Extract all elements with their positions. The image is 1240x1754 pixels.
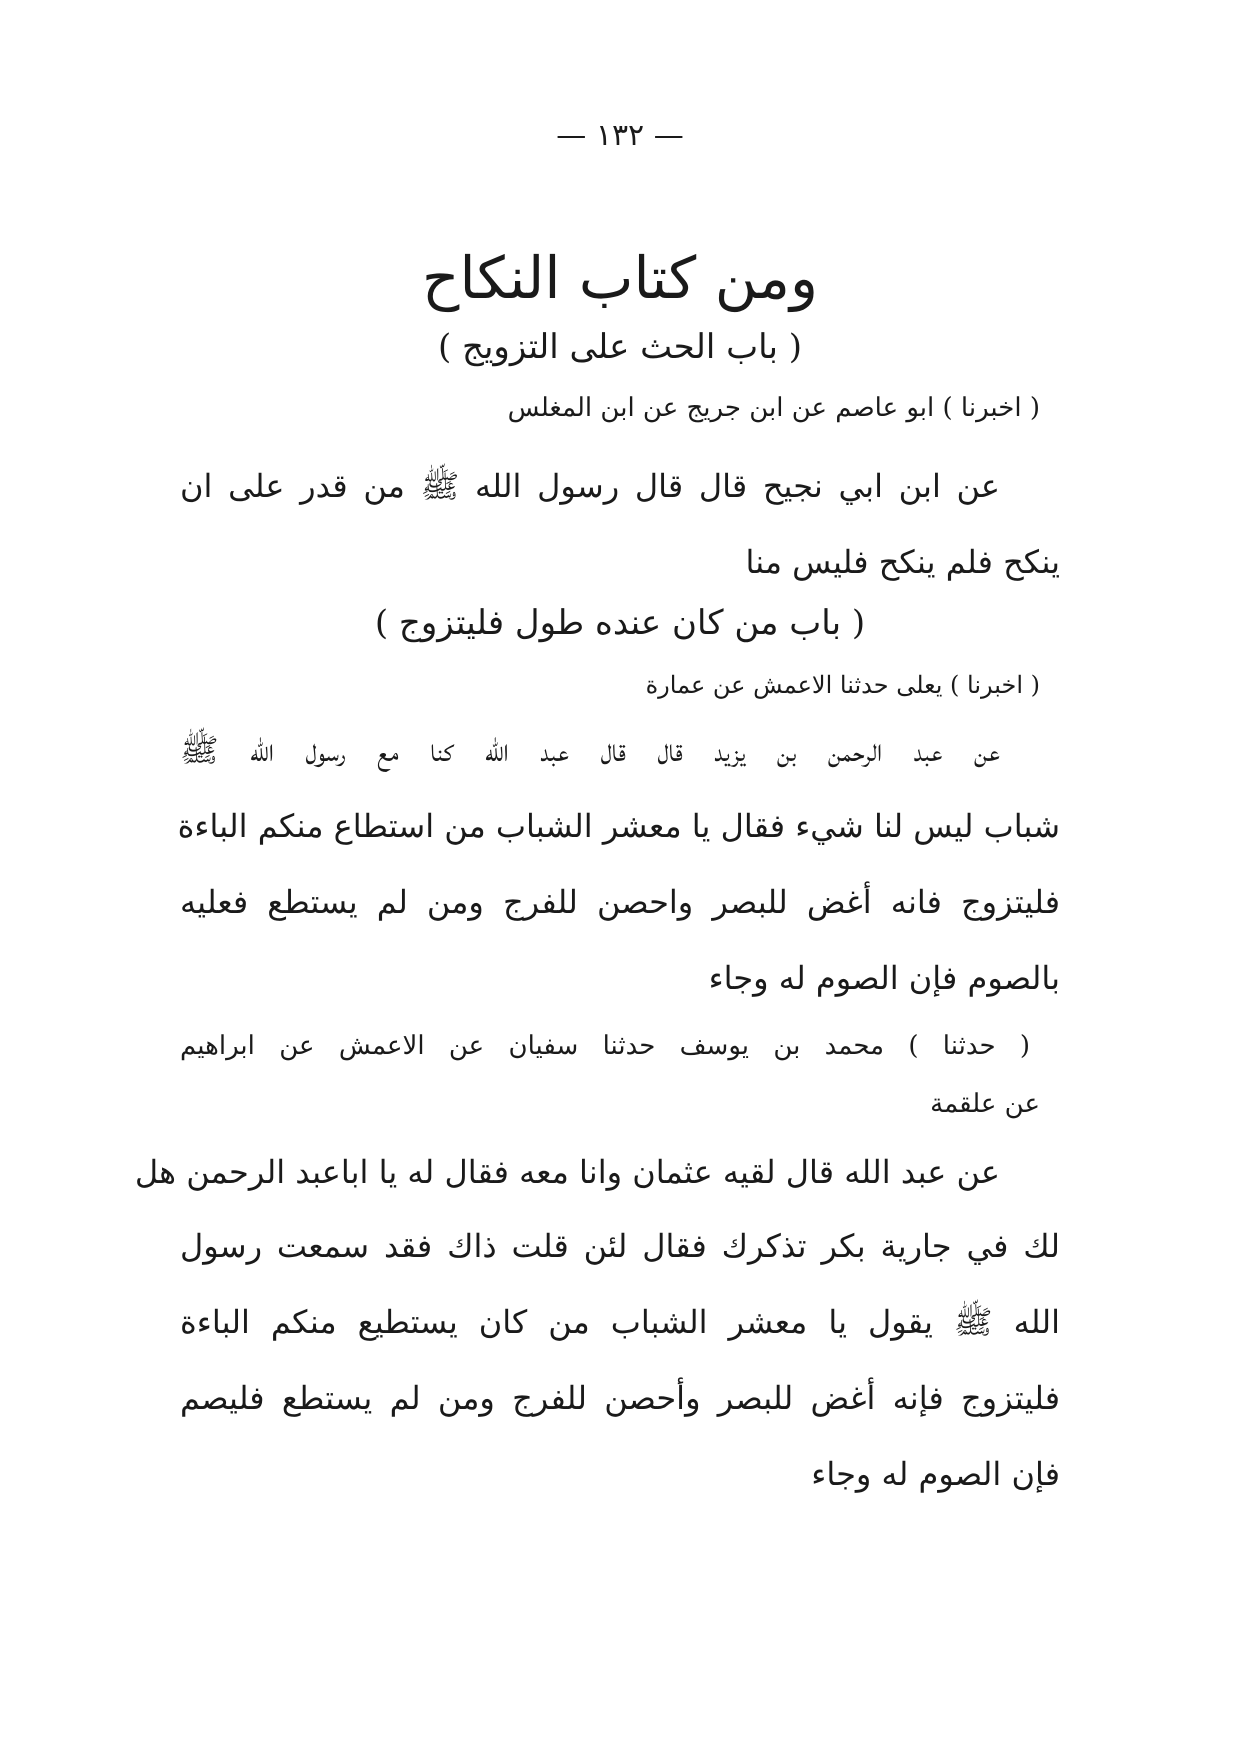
isnad-line: ( اخبرنا ) ابو عاصم عن ابن جريج عن ابن المغلس — [507, 393, 1040, 423]
hadith-line: عن ابن ابي نجيح قال قال رسول الله ﷺ من قدر على ان — [180, 467, 1000, 505]
chapter-heading-1: ( باب الحث على التزويج ) — [437, 327, 803, 367]
hadith-line: عن عبد الله قال لقيه عثمان وانا معه فقال له يا اباعبد الرحمن هل — [134, 1153, 1000, 1191]
hadith-line: فليتزوج فإنه أغض للبصر وأحصن للفرج ومن لم يستطع فليصم — [180, 1379, 1060, 1417]
isnad-line: عن علقمة — [930, 1089, 1040, 1119]
isnad-line: ( حدثنا ) محمد بن يوسف حدثنا سفيان عن الاعمش عن ابراهيم — [180, 1031, 1030, 1061]
hadith-line: بالصوم فإن الصوم له وجاء — [708, 959, 1060, 997]
hadith-line: لك في جارية بكر تذكرك فقال لئن قلت ذاك فقد سمعت رسول — [180, 1227, 1060, 1265]
chapter-heading-2: ( باب من كان عنده طول فليتزوج ) — [374, 603, 866, 643]
page-number: — ١٣٢ — — [556, 118, 684, 153]
hadith-line: الله ﷺ يقول يا معشر الشباب من كان يستطيع منكم الباءة — [180, 1303, 1060, 1341]
isnad-line: ( اخبرنا ) يعلى حدثنا الاعمش عن عمارة — [645, 671, 1040, 699]
hadith-line: عن عبد الرحمن بن يزيد قال قال عبد الله كنا مع رسول الله ﷺ — [180, 731, 1000, 769]
hadith-line: ينكح فلم ينكح فليس منا — [745, 543, 1060, 581]
book-title: ومن كتاب النكاح — [422, 244, 818, 312]
hadith-line: شباب ليس لنا شيء فقال يا معشر الشباب من استطاع منكم الباءة — [177, 807, 1060, 845]
hadith-line: فإن الصوم له وجاء — [811, 1455, 1060, 1493]
hadith-line: فليتزوج فانه أغض للبصر واحصن للفرج ومن لم يستطع فعليه — [180, 883, 1060, 921]
